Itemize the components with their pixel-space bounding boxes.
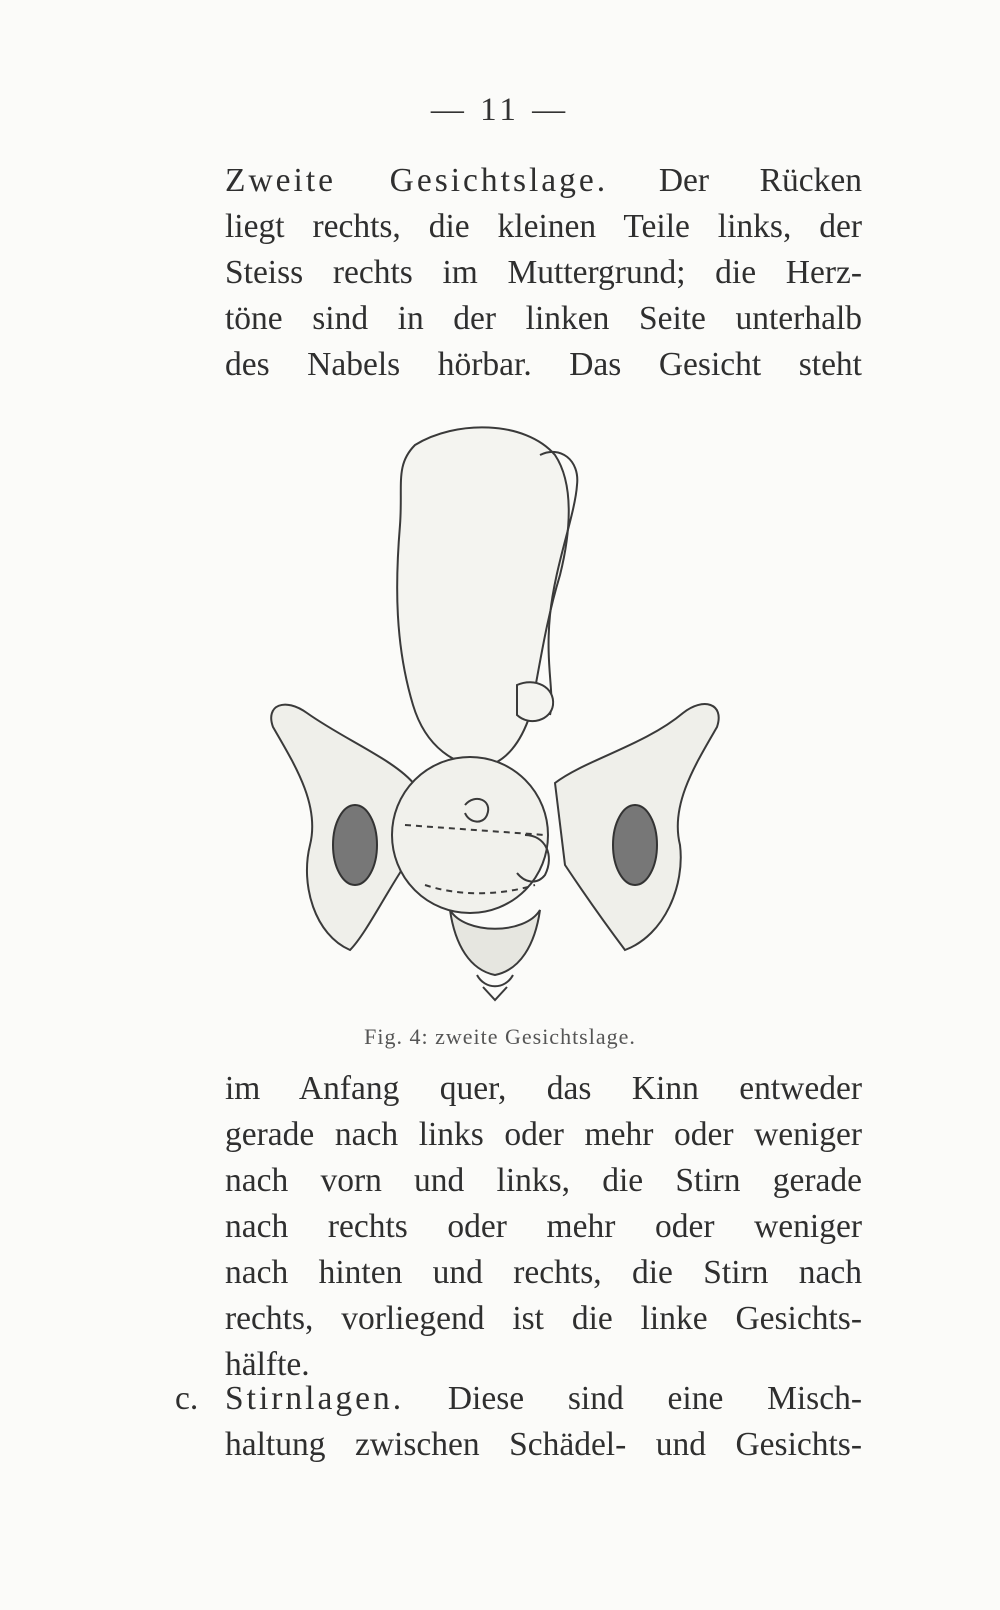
text-line: [225, 1376, 862, 1422]
pelvis-right-foramen: [613, 805, 657, 885]
figure-caption: Fig. 4: zweite Gesichtslage.: [364, 1024, 636, 1049]
paragraph-zweite-gesichtslage: [225, 158, 862, 388]
text-line: im Anfang quer, das Kinn entweder: [225, 1070, 862, 1107]
fetus-head: [392, 757, 548, 913]
text-line: liegt rechts, die kleinen Teile links, der: [225, 208, 862, 245]
paragraph-stirnlagen: [225, 1376, 862, 1468]
pelvis-left-foramen: [333, 805, 377, 885]
section-marker-c: c.: [175, 1380, 199, 1417]
heading-stirnlagen: Stirnlagen.: [225, 1380, 405, 1417]
text-line: nach hinten und rechts, die Stirn nach: [225, 1254, 862, 1291]
sacrum: [450, 910, 540, 975]
fetus-hand: [517, 682, 553, 721]
text-line: nach rechts oder mehr oder weniger: [225, 1208, 862, 1245]
text-line: gerade nach links oder mehr oder weniger: [225, 1116, 862, 1153]
text-line: hälfte.: [225, 1346, 310, 1383]
paragraph-continuation: [225, 1066, 862, 1388]
fetus-pelvis-illustration: [255, 415, 735, 1015]
text-line: töne sind in der linken Seite unterhalb: [225, 300, 862, 337]
text-line: des Nabels hörbar. Das Gesicht steht: [225, 346, 862, 383]
page-number: — 11 —: [430, 92, 570, 128]
coccyx: [477, 975, 513, 1000]
text-line: Steiss rechts im Muttergrund; die Herz-: [225, 254, 862, 291]
text-line: [225, 158, 862, 204]
text-line: haltung zwischen Schädel- und Gesichts-: [225, 1426, 862, 1463]
text-line-rest: Der Rücken: [608, 162, 862, 199]
heading-zweite-gesichtslage: Zweite Gesichtslage.: [225, 162, 609, 199]
figure-illustration: [255, 415, 735, 1015]
text-line: rechts, vorliegend ist die linke Gesichts-: [225, 1300, 862, 1337]
text-line-rest: Diese sind eine Misch-: [404, 1380, 862, 1417]
text-line: nach vorn und links, die Stirn gerade: [225, 1162, 862, 1199]
